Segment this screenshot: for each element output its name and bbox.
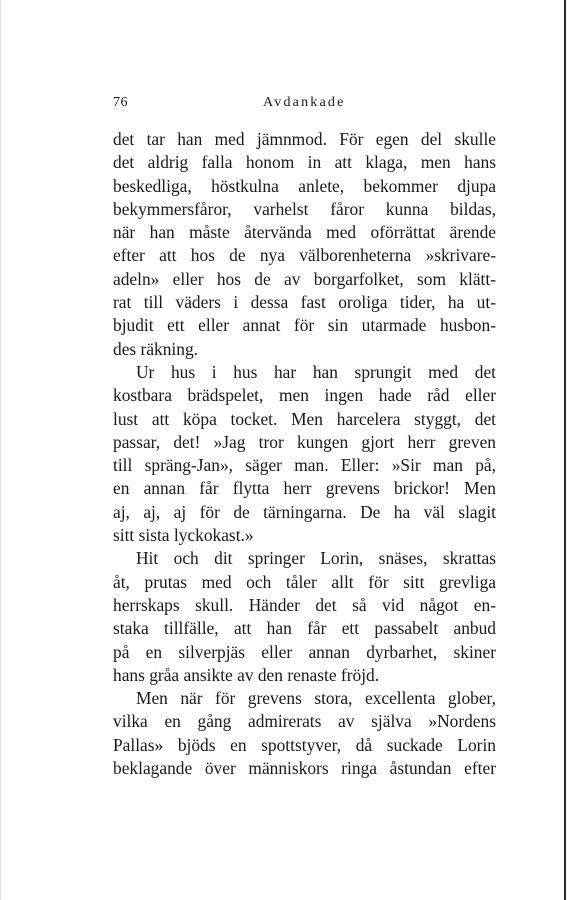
text-line: på en silverpjäs eller annan dyrbarhet, skiner — [113, 641, 496, 662]
text-line: det tar han med jämnmod. För egen del skulle — [113, 129, 496, 149]
text-line: Ur hus i hus har han sprungit med det — [136, 361, 496, 382]
text-line: lust att köpa tocket. Men harcelera styggt, det — [113, 408, 496, 429]
text-line: passar, det! »Jag tror kungen gjort herr greven — [113, 431, 496, 452]
text-line: Men när för grevens stora, excellenta glober, — [136, 688, 496, 709]
text-line: rat till väders i dessa fast oroliga tider, ha ut- — [113, 292, 496, 313]
running-header — [113, 95, 493, 117]
text-line: det aldrig falla honom in att klaga, men hans — [113, 152, 496, 173]
text-line: när han måste återvända med oförrättat ärende — [113, 222, 496, 243]
text-line: hans gråa ansikte av den renaste fröjd. — [113, 664, 380, 685]
text-line: staka tillfälle, att han får ett passabelt anbud — [113, 618, 496, 639]
body-text — [113, 128, 496, 780]
text-line: till spräng-Jan», säger man. Eller: »Sir man på, — [113, 455, 496, 476]
text-line: Pallas» bjöds en spottstyver, då suckade Lorin — [113, 734, 496, 755]
text-line: Hit och dit springer Lorin, snäses, skrattas — [136, 548, 496, 569]
running-title: Avdankade — [263, 95, 346, 110]
text-line: kostbara brädspelet, men ingen hade råd eller — [113, 385, 496, 406]
text-line: vilka en gång admirerats av själva »Nordens — [113, 711, 496, 732]
text-line: åt, prutas med och tåler allt för sitt grevliga — [113, 571, 496, 592]
text-line: bekymmersfåror, varhelst fåror kunna bildas, — [113, 198, 496, 219]
text-line: beklagande över människors ringa åstundan efter — [113, 758, 496, 779]
text-line: adeln» eller hos de av borgarfolket, som klätt- — [113, 268, 496, 289]
text-line: bjudit ett eller annat för sin utarmade husbon- — [113, 315, 496, 336]
text-line: herrskaps skull. Händer det så vid något en- — [113, 594, 496, 615]
text-line: sitt sista lyckokast.» — [113, 525, 254, 546]
text-line: en annan får flytta herr grevens brickor! Men — [113, 478, 496, 499]
text-line: beskedliga, höstkulna anlete, bekommer djupa — [113, 175, 496, 196]
text-line: des räkning. — [113, 338, 199, 359]
text-line: aj, aj, aj för de tärningarna. De ha väl slagit — [113, 501, 496, 522]
page-right-edge — [564, 0, 566, 900]
page-left-edge — [0, 0, 1, 900]
page-number: 76 — [113, 95, 128, 110]
text-line: efter att hos de nya välborenheterna »skrivare- — [113, 245, 496, 266]
